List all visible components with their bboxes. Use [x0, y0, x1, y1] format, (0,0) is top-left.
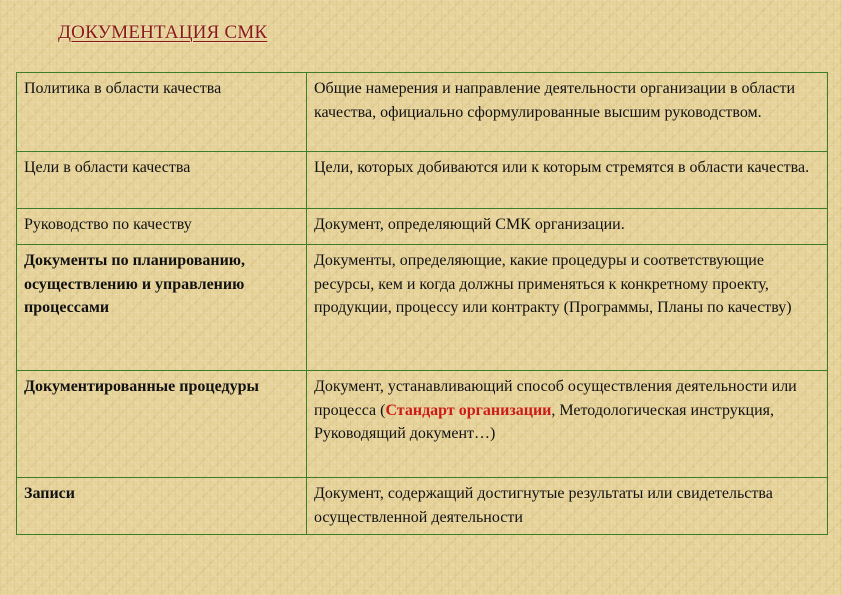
definition-cell: Документ, определяющий СМК организации.: [307, 209, 828, 245]
term-cell: Записи: [17, 478, 307, 535]
table-row: [17, 73, 828, 152]
term-cell: Политика в области качества: [17, 73, 307, 152]
table-row: [17, 478, 828, 535]
definition-cell: Документы, определяющие, какие процедуры и соответствующие ресурсы, кем и когда должны применяться к конкретному проекту, продукции, процессу или контракту (Программы, Планы по качеству): [307, 245, 828, 371]
definition-cell: Общие намерения и направление деятельности организации в области качества, официально сформулированные высшим руководством.: [307, 73, 828, 152]
definition-cell: [307, 371, 828, 478]
table-row: [17, 371, 828, 478]
term-cell: Документы по планированию, осуществлению и управлению процессами: [17, 245, 307, 371]
definition-text: , Методологическая инструкция, Руководящий документ…): [314, 401, 774, 442]
definition-cell: Цели, которых добиваются или к которым стремятся в области качества.: [307, 152, 828, 209]
table-row: [17, 152, 828, 209]
qms-documentation-table: [16, 72, 828, 535]
highlighted-standard: Стандарт организации: [385, 401, 552, 419]
term-cell: Руководство по качеству: [17, 209, 307, 245]
term-cell: Документированные процедуры: [17, 371, 307, 478]
definition-cell: Документ, содержащий достигнутые результаты или свидетельства осуществленной деятельности: [307, 478, 828, 535]
term-cell: Цели в области качества: [17, 152, 307, 209]
definition-text: Документ, устанавливающий способ осуществления деятельности или процесса (: [314, 378, 797, 419]
table-row: [17, 245, 828, 371]
table-row: [17, 209, 828, 245]
page-title: ДОКУМЕНТАЦИЯ СМК: [58, 22, 268, 43]
